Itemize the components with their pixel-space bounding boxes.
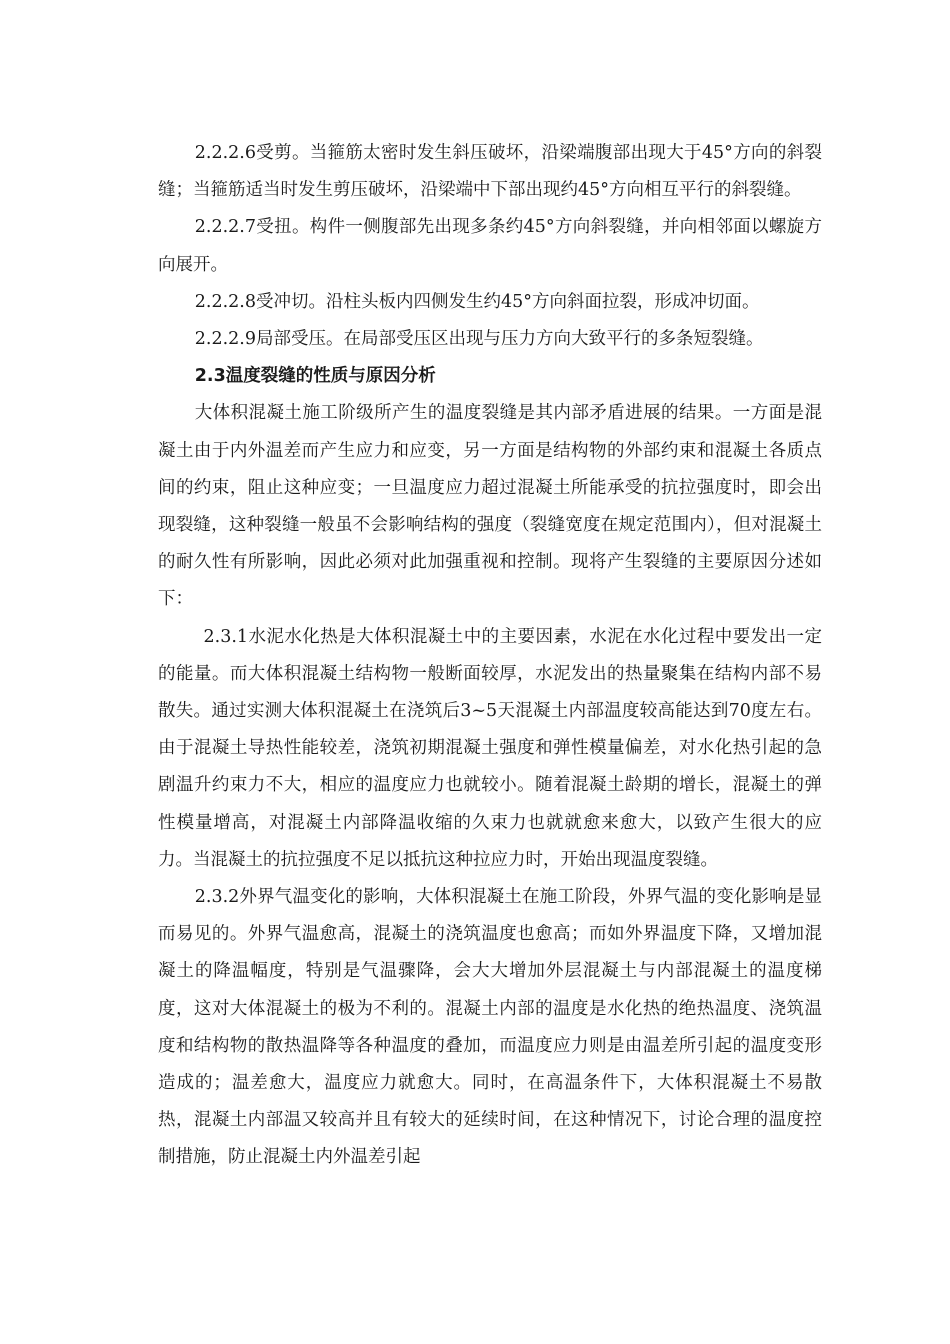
paragraph-punching: 2.2.2.8受冲切。沿柱头板内四侧发生约45°方向斜面拉裂，形成冲切面。	[194, 291, 760, 312]
paragraph-ambient-temperature: 2.3.2外界气温变化的影响，大体积混凝土在施工阶段，外界气温的变化影响是显而易见的。外界气温愈高，混凝土的浇筑温度也愈高；而如外界温度下降，又增加混凝土的降温幅度，特别是气温骤降，会大大增加外层混凝土与内部混凝土的温度梯度，这对大体混凝土的极为不利的。混凝土内部的温度是水化热的绝热温度、浇筑温度和结构物的散热温降等各种温度的叠加，而温度应力则是由温差所引起的温度变形造成的；温差愈大，温度应力就愈大。同时，在高温条件下，大体积混凝土不易散热，混凝土内部温又较高并且有较大的延续时间，在这种情况下，讨论合理的温度控制措施，防止混凝土内外温差引起	[158, 887, 822, 1168]
paragraph-local-compression: 2.2.2.9局部受压。在局部受压区出现与压力方向大致平行的多条短裂缝。	[194, 329, 764, 350]
paragraph-hydration-heat: 2.3.1水泥水化热是大体积混凝土中的主要因素，水泥在水化过程中要发出一定的能量。而大体积混凝土结构物一般断面较厚，水泥发出的热量聚集在结构内部不易散失。通过实测大体积混凝土在浇筑后3~5天混凝土内部温度较高能达到70度左右。由于混凝土导热性能较差，浇筑初期混凝土强度和弹性模量偏差，对水化热引起的急剧温升约束力不大，相应的温度应力也就较小。随着混凝土龄期的增长，混凝土的弹性模量增高，对混凝土内部降温收缩的久束力也就就愈来愈大，以致产生很大的应力。当混凝土的抗拉强度不足以抵抗这种拉应力时，开始出现温度裂缝。	[158, 626, 822, 870]
paragraph-torsion: 2.2.2.7受扭。构件一侧腹部先出现多条约45°方向斜裂缝，并向相邻面以螺旋方向展开。	[158, 217, 822, 275]
paragraph-temperature-cracks: 大体积混凝土施工阶级所产生的温度裂缝是其内部矛盾进展的结果。一方面是混凝土由于内外温差而产生应力和应变，另一方面是结构物的外部约束和混凝土各质点间的约束，阻止这种应变；一旦温度应力超过混凝土所能承受的抗拉强度时，即会出现裂缝，这种裂缝一般虽不会影响结构的强度（裂缝宽度在规定范围内），但对混凝土的耐久性有所影响，因此必须对此加强重视和控制。现将产生裂缝的主要原因分述如下：	[158, 403, 822, 610]
paragraph-shear: 2.2.2.6受剪。当箍筋太密时发生斜压破坏，沿梁端腹部出现大于45°方向的斜裂缝；当箍筋适当时发生剪压破坏，沿梁端中下部出现约45°方向相互平行的斜裂缝。	[158, 143, 822, 201]
section-heading: 2.3温度裂缝的性质与原因分析	[194, 366, 436, 387]
document-page	[158, 135, 822, 1177]
